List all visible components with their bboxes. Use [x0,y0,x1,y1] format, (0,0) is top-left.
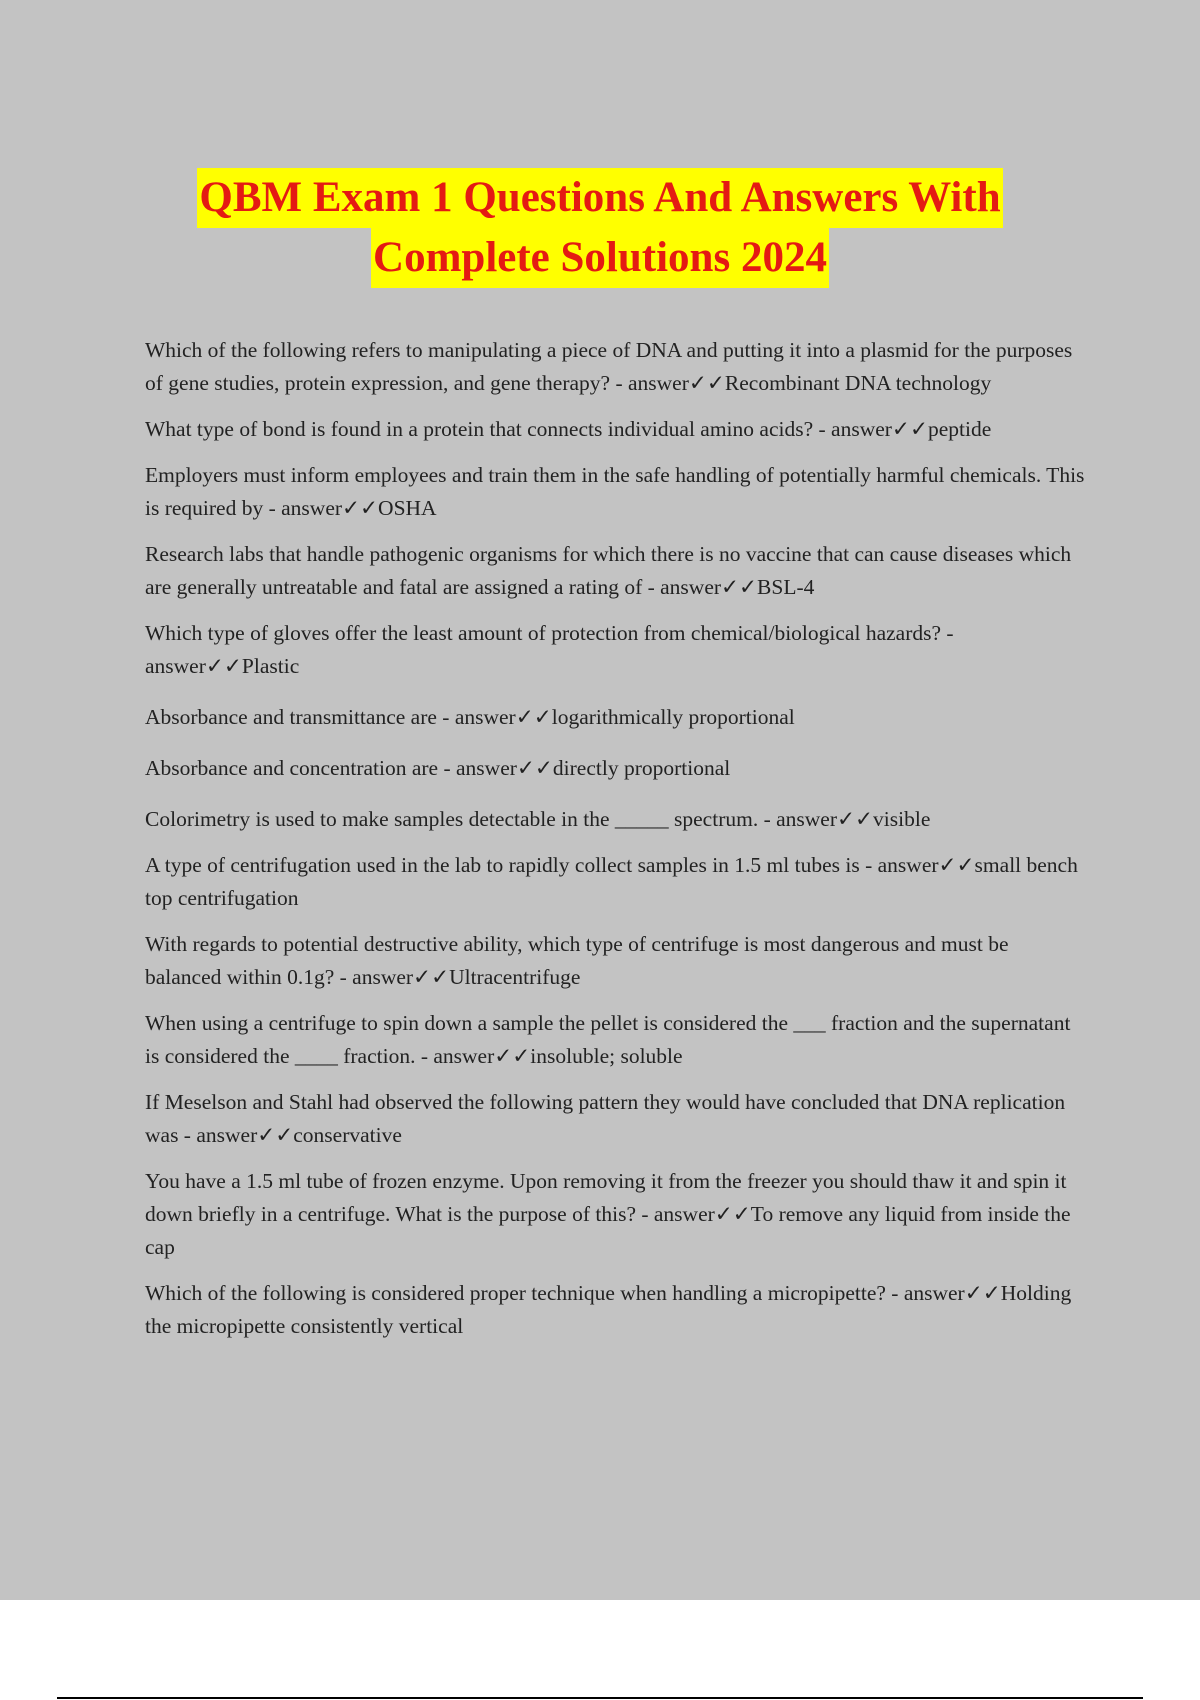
qa-item: Absorbance and transmittance are - answer✓✓logarithmically proportional [145,705,795,729]
qa-item: Employers must inform employees and train them in the safe handling of potentially harmful chemicals. This is required by - answer✓✓OSHA [145,463,1085,520]
qa-item: Which type of gloves offer the least amount of protection from chemical/biological hazards? - answer✓✓Plastic [145,621,954,678]
title-line-2: Complete Solutions 2024 [371,228,829,288]
footer-divider [57,1697,1143,1699]
qa-item: What type of bond is found in a protein that connects individual amino acids? - answer✓✓peptide [145,417,992,441]
qa-item: Research labs that handle pathogenic organisms for which there is no vaccine that can cause diseases which are generally untreatable and fatal are assigned a rating of - answer✓✓BSL-4 [145,542,1072,599]
qa-item: With regards to potential destructive ability, which type of centrifuge is most dangerous and must be balanced within 0.1g? - answer✓✓Ultracentrifuge [145,932,1009,989]
qa-item: If Meselson and Stahl had observed the following pattern they would have concluded that DNA replication was - answer✓✓conservative [145,1090,1066,1147]
document-title [0,168,1200,288]
qa-item: You have a 1.5 ml tube of frozen enzyme. Upon removing it from the freezer you should thaw it and spin it down briefly in a centrifuge. What is the purpose of this? - answer✓✓To remove any liquid from inside the cap [145,1169,1071,1259]
qa-item: When using a centrifuge to spin down a sample the pellet is considered the ___ fraction and the supernatant is considered the ____ fraction. - answer✓✓insoluble; soluble [145,1011,1071,1068]
qa-item: Absorbance and concentration are - answer✓✓directly proportional [145,756,731,780]
qa-item: Colorimetry is used to make samples detectable in the _____ spectrum. - answer✓✓visible [145,807,931,831]
qa-item: Which of the following refers to manipulating a piece of DNA and putting it into a plasmid for the purposes of gene studies, protein expression, and gene therapy? - answer✓✓Recombinant DNA technology [145,338,1073,395]
qa-list [145,334,1085,1356]
qa-item: Which of the following is considered proper technique when handling a micropipette? - answer✓✓Holding the micropipette consistently vertical [145,1281,1072,1338]
qa-item: A type of centrifugation used in the lab to rapidly collect samples in 1.5 ml tubes is - answer✓✓small bench top centrifugation [145,853,1078,910]
title-line-1: QBM Exam 1 Questions And Answers With [197,168,1002,228]
